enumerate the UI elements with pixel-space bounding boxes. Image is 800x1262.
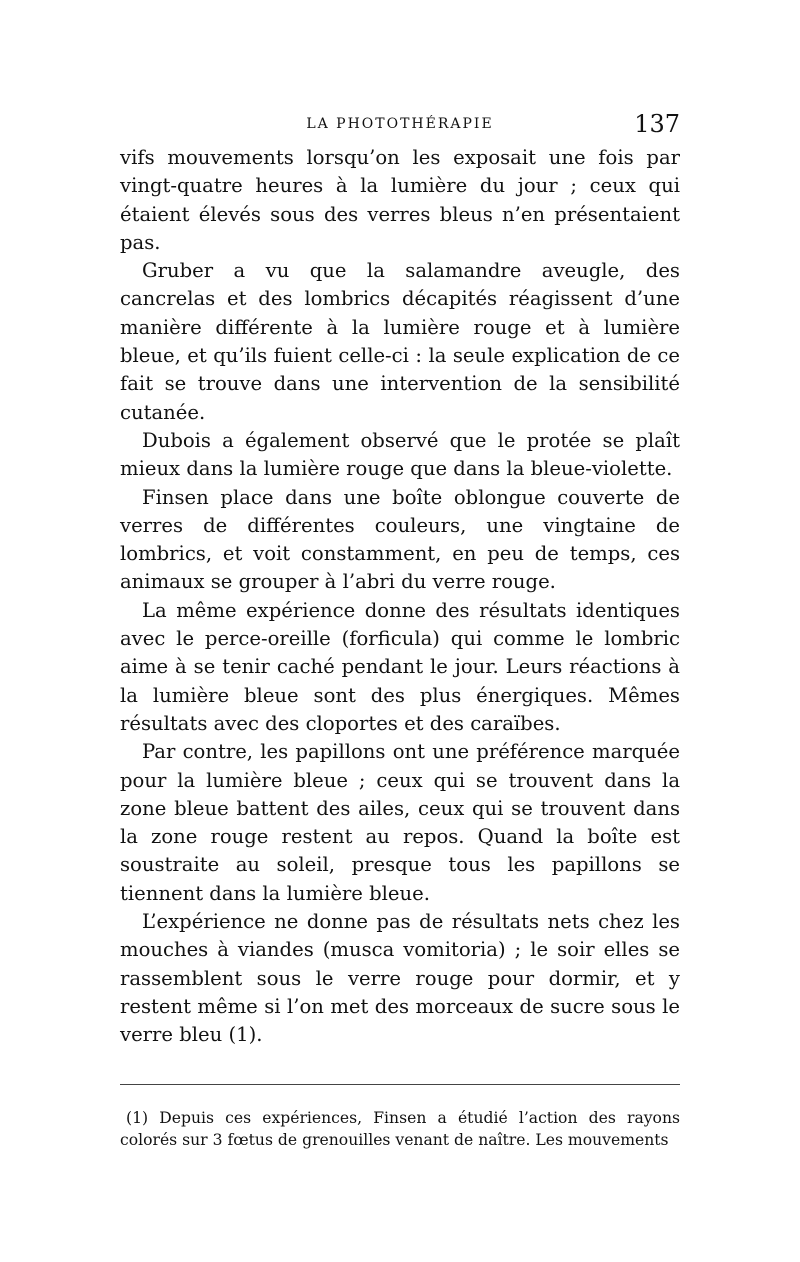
paragraph-dubois: Dubois a également observé que le protée se plaît mieux dans la lumière rouge que dans la bleue-violette. [120,428,680,481]
paragraph-finsen: Finsen place dans une boîte oblongue couverte de verres de différentes couleurs, une vingtaine de lombrics, et voit constamment, en peu de temps, ces animaux se grouper à l’abri du verre rouge. [120,485,680,594]
body-text [120,144,680,1050]
footnote: (1) Depuis ces expériences, Finsen a étudié l’action des rayons colorés sur 3 fœtus de grenouilles venant de naître. Les mouvements [120,1108,680,1149]
paragraph-gruber: Gruber a vu que la salamandre aveugle, des cancrelas et des lombrics décapités réagissent d’une manière différente à la lumière rouge et à lumière bleue, et qu’ils fuient celle-ci : la seule explication de ce fait se trouve dans une intervention de la sensibilité cutanée. [120,259,680,424]
page-number: 137 [634,110,680,138]
book-page [120,110,680,1151]
running-head [120,110,680,144]
running-title: LA PHOTOTHÉRAPIE [306,116,494,132]
paragraph-continuation: vifs mouvements lorsqu’on les exposait une fois par vingt-quatre heures à la lumière du jour ; ceux qui étaient élevés sous des verres bleus n’en présentaient pas. [120,146,680,254]
paragraph-mouches: L’expérience ne donne pas de résultats nets chez les mouches à viandes (musca vomitoria) ; le soir elles se rassemblent sous le verre rouge pour dormir, et y restent même si l’on met des morceaux de sucre sous le verre bleu (1). [120,910,680,1047]
paragraph-papillons: Par contre, les papillons ont une préférence marquée pour la lumière bleue ; ceux qui se trouvent dans la zone bleue battent des ailes, ceux qui se trouvent dans la zone rouge restent au repos. Quand la boîte est soustraite au soleil, presque tous les papillons se tiennent dans la lumière bleue. [120,740,680,905]
paragraph-perce-oreille: La même expérience donne des résultats identiques avec le perce-oreille (forficula) qui comme le lombric aime à se tenir caché pendant le jour. Leurs réactions à la lumière bleue sont des plus énergiques. Mêmes résultats avec des cloportes et des caraïbes. [120,598,680,735]
footnote-divider [120,1084,680,1085]
